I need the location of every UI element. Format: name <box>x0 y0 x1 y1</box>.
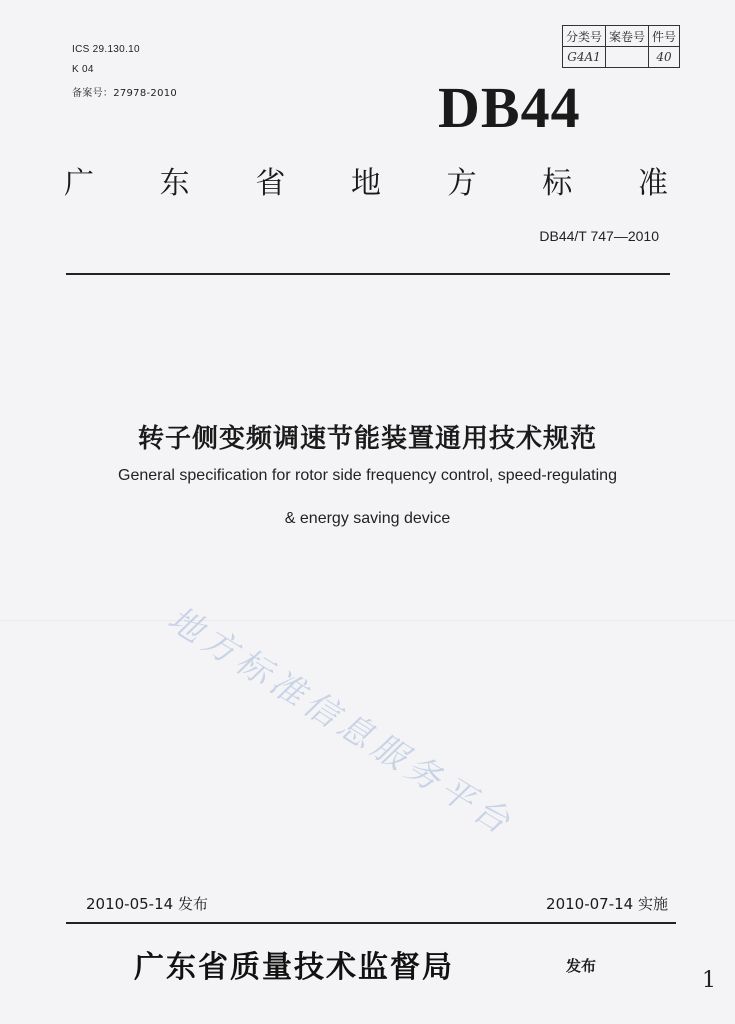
standard-type-char: 广 <box>64 166 94 201</box>
standard-type-char: 方 <box>446 166 477 201</box>
stamp-header-row <box>563 26 680 47</box>
standard-type-char: 省 <box>255 166 286 201</box>
watermark-text: 地方标准信息服务平台 <box>160 598 521 845</box>
standard-code: DB44/T 747—2010 <box>539 228 659 244</box>
stamp-header-file: 案卷号 <box>606 26 649 47</box>
standard-type-char: 标 <box>542 166 573 201</box>
stamp-header-item: 件号 <box>649 26 680 47</box>
effective-date: 2010-07-14 实施 <box>546 895 668 913</box>
archive-stamp-table <box>562 25 680 68</box>
standard-type-char: 准 <box>637 166 668 201</box>
stamp-value-item: 40 <box>649 47 680 68</box>
standard-type-char: 地 <box>350 166 381 201</box>
stamp-value-row <box>563 47 680 68</box>
title-english-line2: & energy saving device <box>284 510 451 527</box>
top-divider <box>66 273 670 275</box>
stamp-value-category: G4A1 <box>563 47 606 68</box>
db44-mark: DB44 <box>438 75 581 140</box>
publish-date: 2010-05-14 发布 <box>86 895 208 913</box>
scan-artifact-line <box>0 620 735 621</box>
standard-type-char: 东 <box>159 166 190 201</box>
bottom-divider <box>66 922 676 924</box>
stamp-header-category: 分类号 <box>563 26 606 47</box>
ics-code: ICS 29.130.10 <box>72 44 140 55</box>
title-english-line1: General specification for rotor side frequency control, speed-regulating <box>118 467 617 484</box>
record-number: 备案号：27978-2010 <box>72 88 178 99</box>
classification-code: K 04 <box>72 64 94 75</box>
issuer-suffix: 发布 <box>566 957 597 975</box>
stamp-value-file <box>606 47 649 68</box>
standard-type-heading <box>64 158 668 202</box>
title-chinese: 转子侧变频调速节能装置通用技术规范 <box>137 424 597 454</box>
issuing-authority: 广东省质量技术监督局 <box>134 950 454 985</box>
page-number: 1 <box>702 968 716 993</box>
